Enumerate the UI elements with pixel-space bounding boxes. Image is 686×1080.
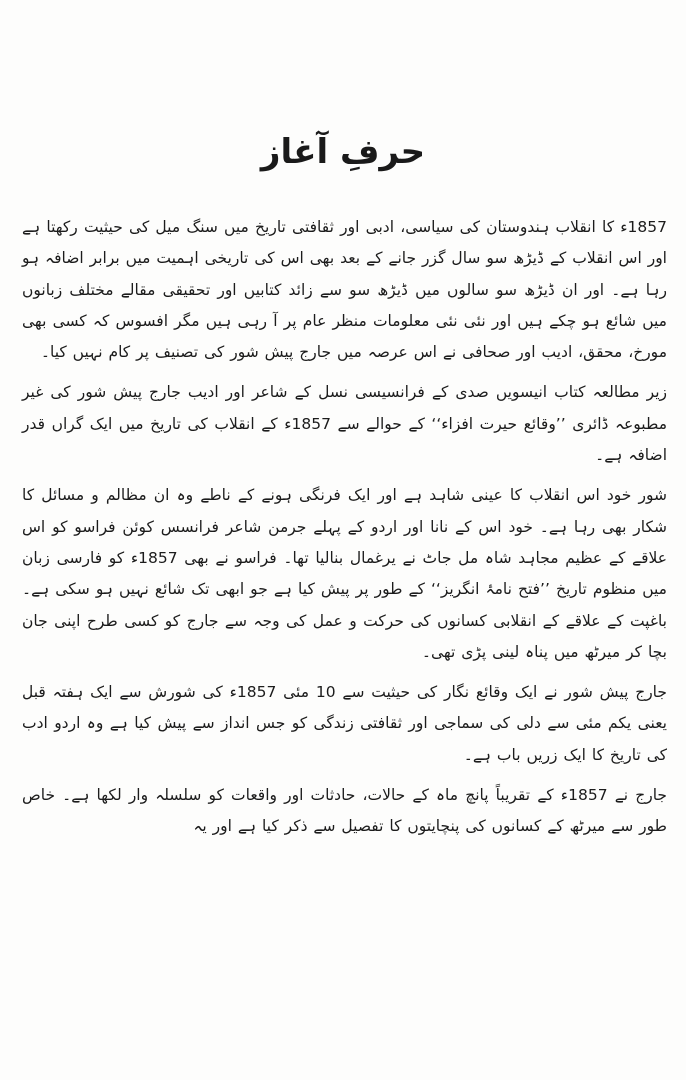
page-title: حرفِ آغاز bbox=[260, 132, 426, 172]
paragraph: جارج نے 1857ء کے تقریباً پانچ ماہ کے حالات، حادثات اور واقعات کو سلسلہ وار لکھا ہے۔ خاص طور سے میرٹھ کے کسانوں کی پنچایتوں کا تفصیل سے ذکر کیا ہے اور یہ bbox=[22, 786, 668, 836]
body-text bbox=[22, 212, 667, 843]
paragraph: شور خود اس انقلاب کا عینی شاہد ہے اور ایک فرنگی ہونے کے ناطے وہ ان مظالم و مسائل کا شکار بھی رہا ہے۔ خود اس کے نانا اور اردو کے پہلے جرمن شاعر فرانسس کوئن فراسو کو اس علاقے کے عظیم مجاہد شاہ مل جاٹ نے یرغمال بنالیا تھا۔ فراسو نے بھی 1857ء کو فارسی زبان میں منظوم تاریخ ’’فتح نامۂ انگریز‘‘ کے طور پر پیش کیا ہے جو ابھی تک شائع نہیں ہو سکی ہے۔ باغپت کے علاقے کے انقلابی کسانوں کی حرکت و عمل کی وجہ سے جارج کو کسی طرح اپنی جان بچا کر میرٹھ میں پناہ لینی پڑی تھی۔ bbox=[22, 486, 667, 661]
paragraph: 1857ء کا انقلاب ہندوستان کی سیاسی، ادبی اور ثقافتی تاریخ میں سنگ میل کی حیثیت رکھتا ہے اور اس انقلاب کے ڈیڑھ سو سال گزر جانے کے بعد بھی اس کی تاریخی اہمیت میں برابر اضافہ ہو رہا ہے۔ اور ان ڈیڑھ سو سالوں میں ڈیڑھ سو سے زائد کتابیں اور تحقیقی مقالے مختلف زبانوں میں شائع ہو چکے ہیں اور نئی نئی معلومات منظر عام پر آ رہی ہیں مگر افسوس کہ کسی بھی مورخ، محقق، ادیب اور صحافی نے اس عرصہ میں جارج پیش شور کی تصنیف پر کام نہیں کیا۔ bbox=[22, 218, 667, 362]
paragraph: جارج پیش شور نے ایک وقائع نگار کی حیثیت سے 10 مئی 1857ء کی شورش سے ایک ہفتہ قبل یعنی یکم مئی سے دلی کی سماجی اور ثقافتی زندگی کو جس انداز سے پیش کیا ہے وہ اردو ادب کی تاریخ کا ایک زریں باب ہے۔ bbox=[22, 683, 667, 764]
paragraph: زیر مطالعہ کتاب انیسویں صدی کے فرانسیسی نسل کے شاعر اور ادیب جارج پیش شور کی غیر مطبوعہ ڈائری ’’وقائع حیرت افزاء‘‘ کے حوالے سے 1857ء کے انقلاب کی تاریخ میں ایک گراں قدر اضافہ ہے۔ bbox=[22, 383, 667, 465]
